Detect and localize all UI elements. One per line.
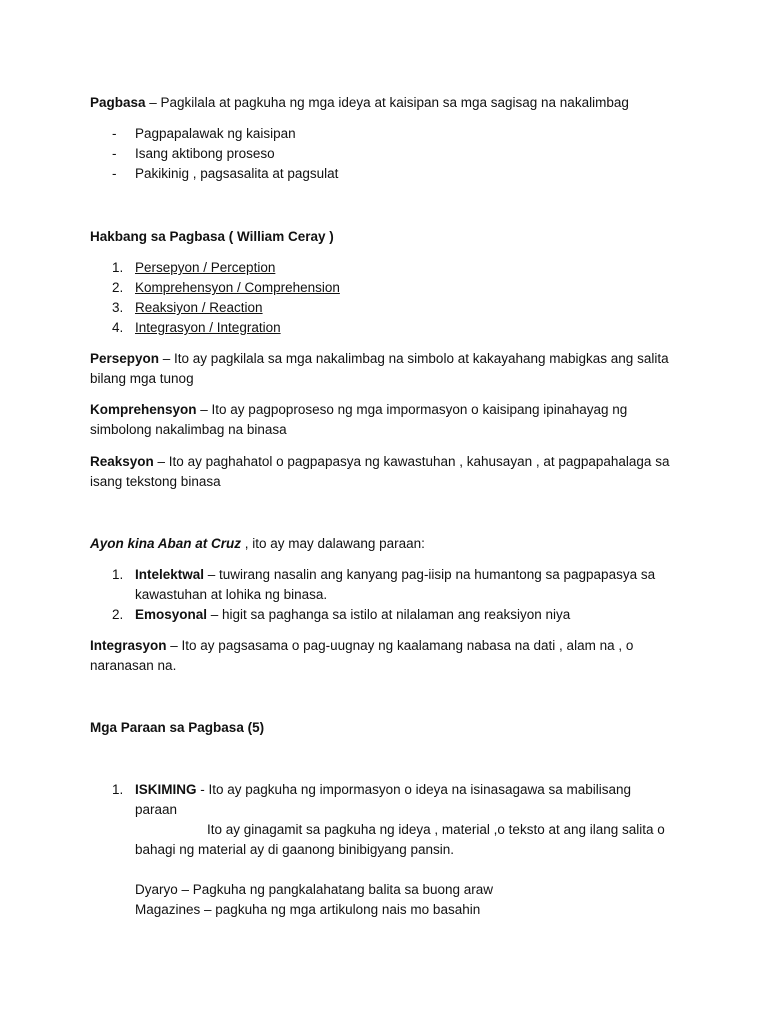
list-number: 1. bbox=[112, 782, 124, 797]
section-heading: Mga Paraan sa Pagbasa (5) bbox=[90, 720, 265, 735]
paragraph-text: – Ito ay pagpoproseso ng mga impormasyon o kaisipang ipinahayag ng bbox=[196, 402, 628, 417]
hakbang-list bbox=[90, 258, 690, 338]
list-item bbox=[90, 605, 690, 625]
list-item bbox=[90, 164, 690, 184]
ayon-list bbox=[90, 565, 690, 625]
list-number: 2. bbox=[112, 280, 124, 295]
list-number: 4. bbox=[112, 320, 124, 335]
paragraph-text: – Ito ay pagkilala sa mga nakalimbag na simbolo at kakayahang mabigkas ang salita bbox=[159, 351, 669, 366]
list-term: Intelektwal bbox=[135, 567, 205, 582]
paragraph-term: Integrasyon bbox=[90, 638, 167, 653]
list-term: ISKIMING bbox=[135, 782, 197, 797]
list-item bbox=[90, 298, 690, 318]
list-item-text: bahagi ng material ay di gaanong binibigyang pansin. bbox=[135, 842, 454, 857]
list-item-text: - Ito ay pagkuha ng impormasyon o ideya na isinasagawa sa mabilisang bbox=[196, 782, 632, 797]
paragraph-text: – Ito ay paghahatol o pagpapasya ng kawastuhan , kahusayan , at pagpapahalaga sa bbox=[153, 454, 670, 469]
dash-bullet: - bbox=[112, 126, 117, 141]
list-item bbox=[90, 318, 690, 338]
list-term: Emosyonal bbox=[135, 607, 208, 622]
paragraph-text: simbolong nakalimbag na binasa bbox=[90, 422, 287, 437]
komprehensyon-paragraph bbox=[90, 400, 690, 440]
list-item bbox=[90, 124, 690, 144]
list-item-text: Pagpapalawak ng kaisipan bbox=[135, 126, 296, 141]
dash-bullet: - bbox=[112, 166, 117, 181]
dash-bullet: - bbox=[112, 146, 117, 161]
list-item bbox=[90, 278, 690, 298]
pagbasa-def: – Pagkilala at pagkuha ng mga ideya at kaisipan sa mga sagisag na nakalimbag bbox=[145, 95, 629, 110]
list-item-text: Integrasyon / Integration bbox=[135, 320, 281, 335]
list-item-text: paraan bbox=[135, 802, 178, 817]
paragraph-text: bilang mga tunog bbox=[90, 371, 194, 386]
list-item bbox=[90, 780, 690, 920]
list-number: 3. bbox=[112, 300, 124, 315]
ayon-paragraph bbox=[90, 534, 690, 554]
persepyon-paragraph bbox=[90, 349, 690, 389]
iskiming-item bbox=[90, 780, 690, 920]
example-line: Dyaryo – Pagkuha ng pangkalahatang balita sa buong araw bbox=[135, 882, 494, 897]
list-item bbox=[90, 565, 690, 605]
list-number: 1. bbox=[112, 260, 124, 275]
list-item-text: Komprehensyon / Comprehension bbox=[135, 280, 340, 295]
paraan-heading bbox=[90, 718, 690, 738]
list-number: 2. bbox=[112, 607, 124, 622]
list-item-text: Reaksiyon / Reaction bbox=[135, 300, 263, 315]
paragraph-text: – Ito ay pagsasama o pag-uugnay ng kaalamang nabasa na dati , alam na , o bbox=[166, 638, 634, 653]
list-item-text: – tuwirang nasalin ang kanyang pag-iisip na humantong sa pagpapasya sa bbox=[204, 567, 656, 582]
hakbang-heading bbox=[90, 227, 690, 247]
integrasyon-paragraph bbox=[90, 636, 690, 676]
pagbasa-list bbox=[90, 124, 690, 184]
pagbasa-definition bbox=[90, 93, 690, 113]
list-item bbox=[90, 258, 690, 278]
paragraph-term: Reaksyon bbox=[90, 454, 154, 469]
paragraph-term: Persepyon bbox=[90, 351, 160, 366]
ayon-lead: Ayon kina Aban at Cruz bbox=[90, 536, 242, 551]
list-item-text: Isang aktibong proseso bbox=[135, 146, 275, 161]
list-number: 1. bbox=[112, 567, 124, 582]
list-item-text: Ito ay ginagamit sa pagkuha ng ideya , material ,o teksto at ang ilang salita o bbox=[207, 822, 665, 837]
paragraph-text: naranasan na. bbox=[90, 658, 177, 673]
list-item-text: – higit sa paghanga sa istilo at nilalaman ang reaksiyon niya bbox=[207, 607, 571, 622]
example-line: Magazines – pagkuha ng mga artikulong nais mo basahin bbox=[135, 902, 481, 917]
paragraph-term: Komprehensyon bbox=[90, 402, 197, 417]
list-item-text: kawastuhan at lohika ng binasa. bbox=[135, 587, 328, 602]
section-heading: Hakbang sa Pagbasa ( William Ceray ) bbox=[90, 229, 334, 244]
list-item-text: Pakikinig , pagsasalita at pagsulat bbox=[135, 166, 339, 181]
reaksyon-paragraph bbox=[90, 452, 690, 492]
list-item-text: Persepyon / Perception bbox=[135, 260, 276, 275]
pagbasa-term: Pagbasa bbox=[90, 95, 146, 110]
paragraph-text: , ito ay may dalawang paraan: bbox=[241, 536, 425, 551]
paragraph-text: isang tekstong binasa bbox=[90, 474, 221, 489]
list-item bbox=[90, 144, 690, 164]
